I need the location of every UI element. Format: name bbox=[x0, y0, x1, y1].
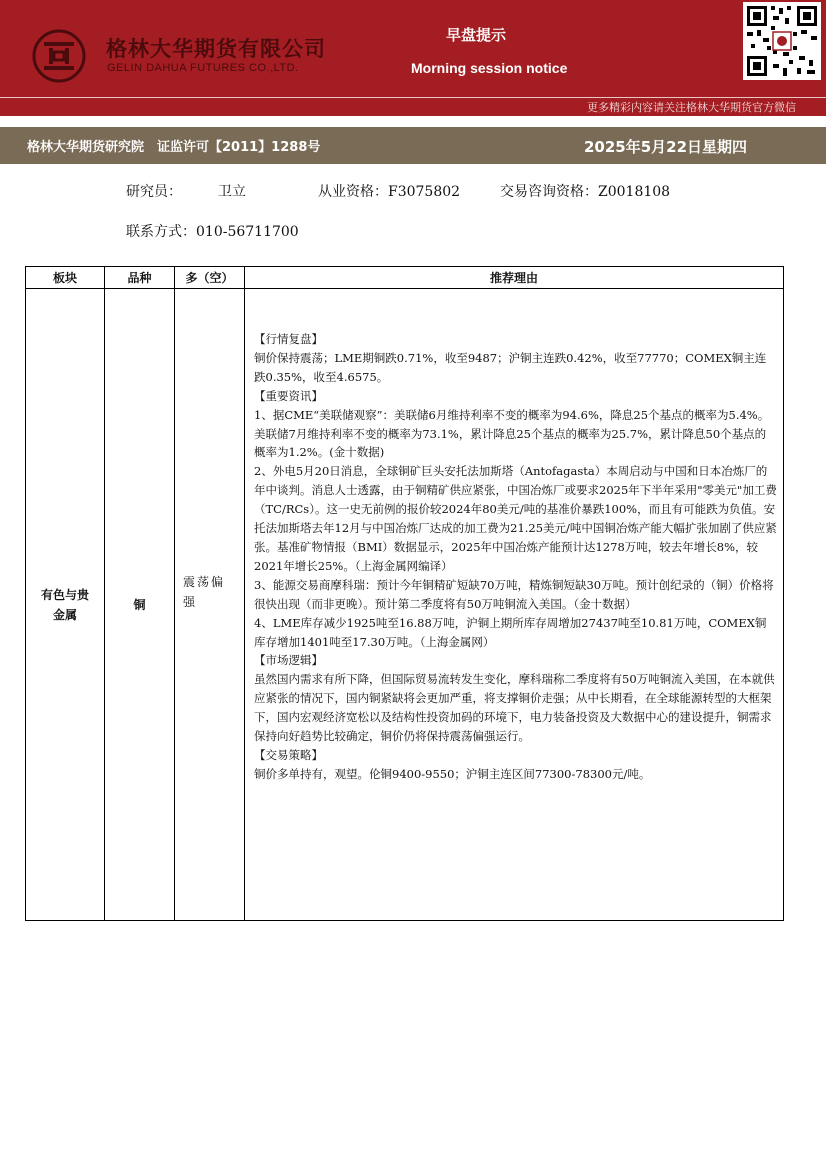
table-header-row bbox=[26, 267, 784, 289]
reason-cell bbox=[245, 289, 783, 784]
header-direction: 多（空） bbox=[175, 267, 245, 289]
qualification-number: 从业资格：F3075802 bbox=[318, 184, 461, 200]
header-reason: 推荐理由 bbox=[245, 267, 784, 289]
header-sector: 板块 bbox=[26, 267, 105, 289]
researcher-name: 卫立 bbox=[218, 184, 246, 200]
section-heading-review: 【行情复盘】 bbox=[254, 332, 323, 346]
variety-cell: 铜 bbox=[133, 598, 146, 612]
sector-cell: 有色与贵金属 bbox=[40, 587, 89, 622]
section-heading-logic: 【市场逻辑】 bbox=[254, 653, 323, 668]
recommendation-table bbox=[25, 266, 784, 921]
paragraph-news-1: 1、据CME“美联储观察”：美联储6月维持利率不变的概率为94.6%，降息25个基点的概率为5.4%。美联储7月维持利率不变的概率为73.1%，累计降息25个基点的概率为25.7%，累计降息50个基点的概率为1.2%。(金十数据) bbox=[254, 407, 770, 460]
table-row bbox=[26, 289, 784, 921]
qr-code-icon bbox=[743, 2, 821, 80]
contact-info: 联系方式：010-56711700 bbox=[126, 224, 299, 240]
section-heading-strategy: 【交易策略】 bbox=[254, 747, 323, 762]
institute-license: 格林大华期货研究院 证监许可【2011】1288号 bbox=[27, 140, 321, 155]
section-heading-news: 【重要资讯】 bbox=[254, 388, 323, 403]
paragraph-news-3: 3、能源交易商摩科瑞：预计今年铜精矿短缺70万吨，精炼铜短缺30万吨。预计创纪录的（铜）价格将很快出现（而非更晚）。预计第二季度将有50万吨铜流入美国。（金十数据） bbox=[254, 577, 774, 611]
view-cell: 震荡偏强 bbox=[183, 575, 226, 609]
report-date: 2025年5月22日星期四 bbox=[584, 138, 748, 156]
researcher-label: 研究员： bbox=[126, 184, 182, 200]
company-name-cn: 格林大华期货有限公司 bbox=[106, 36, 326, 61]
paragraph-logic: 虽然国内需求有所下降，但国际贸易流转发生变化，摩科瑞称二季度将有50万吨铜流入美国，在本就供应紧张的情况下，国内铜紧缺将会更加严重，将支撑铜价走强；从中长期看，在全球能源转型的大框架下，国内宏观经济宽松以及结构性投资加码的环境下，电力装备投资及大数据中心的建设提升，铜需求保持向好趋势比较确定，铜价仍将保持震荡偏强运行。 bbox=[254, 672, 775, 744]
paragraph-strategy: 铜价多单持有，观望。伦铜9400-9550；沪铜主连区间77300-78300元/吨。 bbox=[254, 766, 651, 781]
wechat-note: 更多精彩内容请关注格林大华期货官方微信 bbox=[587, 101, 796, 114]
consulting-qualification: 交易咨询资格：Z0018108 bbox=[500, 184, 671, 200]
report-title-cn: 早盘提示 bbox=[446, 26, 507, 44]
paragraph-review: 铜价保持震荡；LME期铜跌0.71%，收至9487；沪铜主连跌0.42%，收至77770；COMEX铜主连跌0.35%，收至4.6575。 bbox=[254, 350, 767, 384]
company-logo-icon bbox=[30, 28, 88, 84]
header-variety: 品种 bbox=[105, 267, 175, 289]
report-title-en: Morning session notice bbox=[411, 60, 568, 76]
paragraph-news-2: 2、外电5月20日消息，全球铜矿巨头安托法加斯塔（Antofagasta）本周启动与中国和日本冶炼厂的年中谈判。消息人士透露，由于铜精矿供应紧张，中国冶炼厂或要求2025年下半年采用"零美元"加工费（TC/RCs）。这一史无前例的报价较2024年80美元/吨的基准价暴跌100%，而且有可能跌为负值。安托法加斯塔去年12月与中国冶炼厂达成的加工费为21.25美元/吨中国铜冶炼产能大幅扩张加剧了供应紧张。基准矿物情报（BMI）数据显示，2025年中国冶炼产能预计达1278万吨，较去年增长8%，较2021年增长25%。（上海金属网编译） bbox=[254, 464, 777, 573]
company-name-en: GELIN DAHUA FUTURES CO.,LTD. bbox=[107, 62, 299, 74]
paragraph-news-4: 4、LME库存减少1925吨至16.88万吨，沪铜上期所库存周增加27437吨至10.81万吨，COMEX铜库存增加1401吨至17.30万吨。（上海金属网） bbox=[254, 615, 767, 649]
